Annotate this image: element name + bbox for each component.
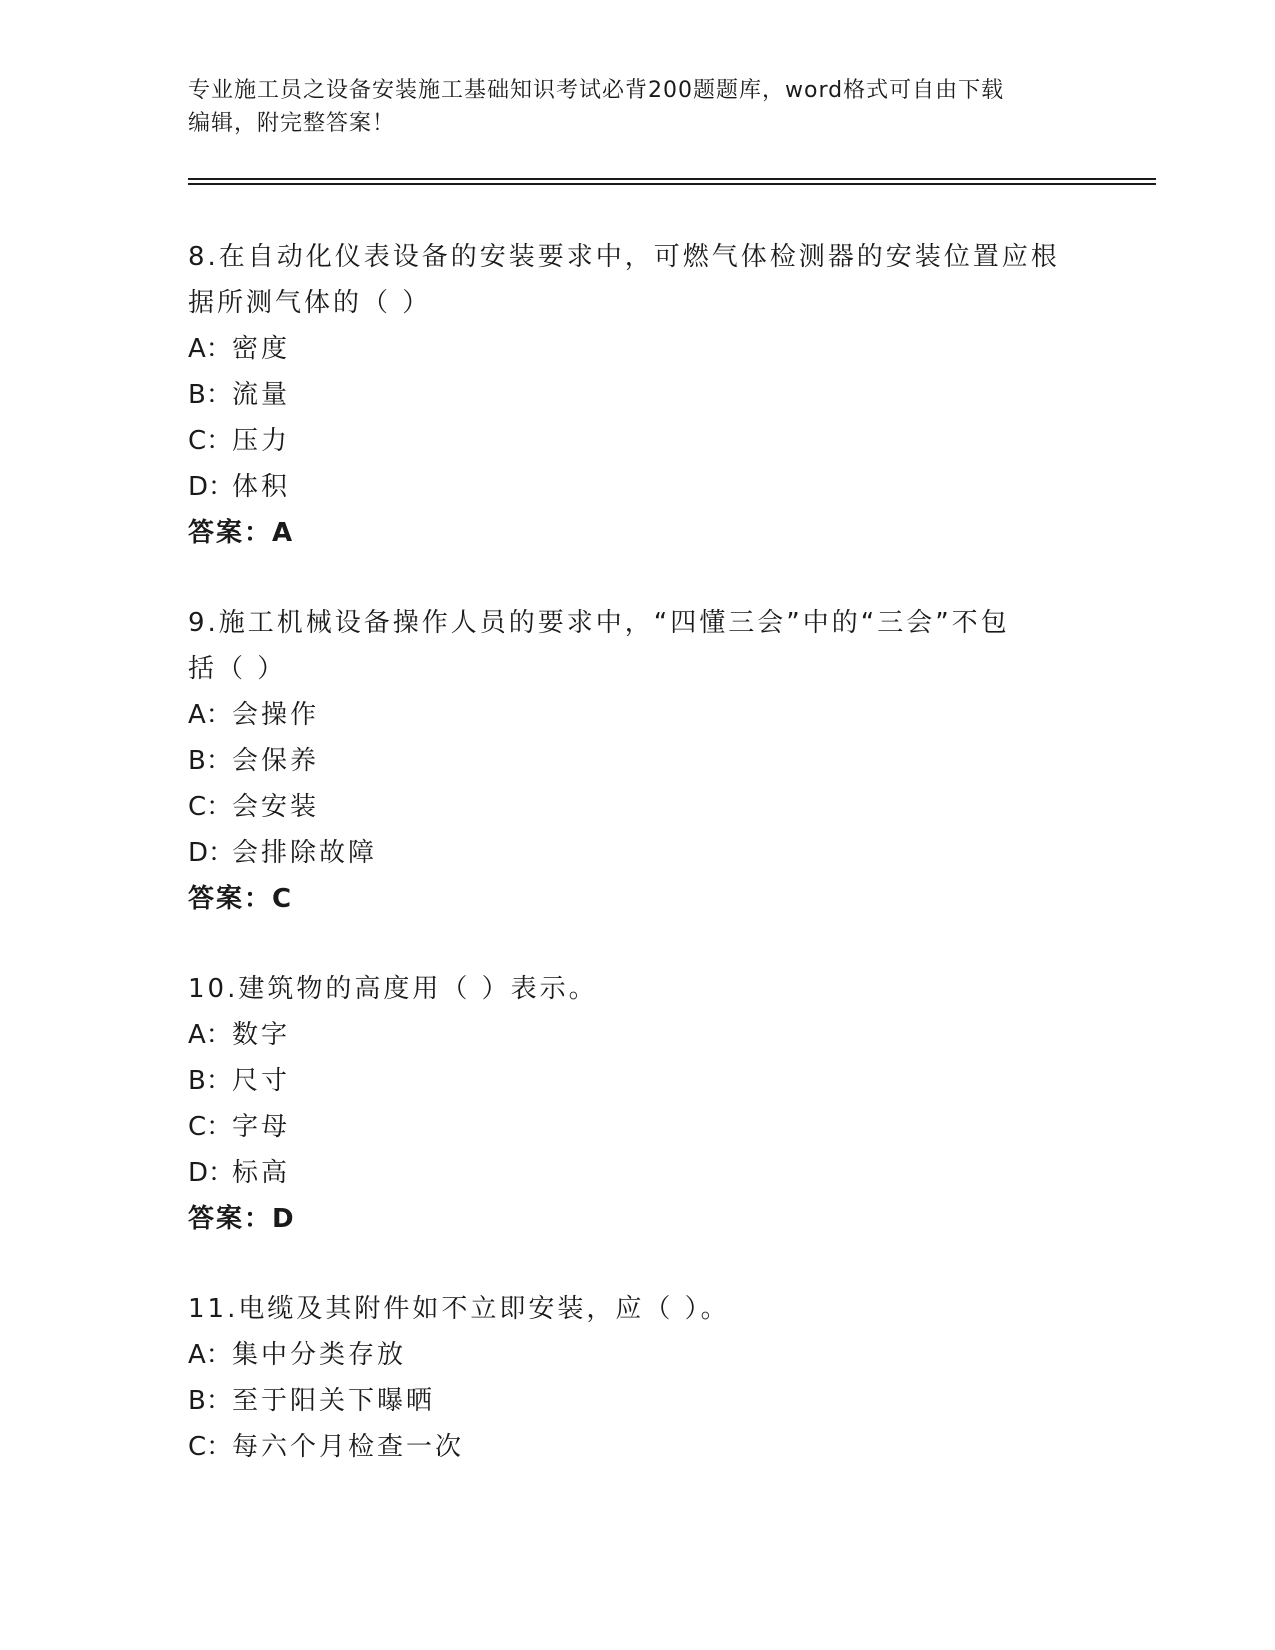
option-text: 数字 xyxy=(232,1020,291,1050)
option-letter: C： xyxy=(188,1112,233,1142)
option-letter: A： xyxy=(188,334,232,364)
option-c xyxy=(188,1424,1088,1470)
option-letter: A： xyxy=(188,1340,232,1370)
option-c xyxy=(188,1104,1088,1150)
option-c xyxy=(188,418,1088,464)
option-text: 每六个月检查一次 xyxy=(232,1432,465,1462)
option-d xyxy=(188,464,1088,510)
answer-line: 答案：C xyxy=(188,884,294,914)
option-d xyxy=(188,830,1088,876)
option-text: 至于阳关下曝晒 xyxy=(232,1386,436,1416)
option-text: 字母 xyxy=(232,1112,291,1142)
option-letter: C： xyxy=(188,792,233,822)
option-a xyxy=(188,326,1088,372)
question-text-line: 括（ ） xyxy=(188,654,287,684)
question-list xyxy=(188,234,1088,1514)
option-text: 体积 xyxy=(232,472,291,502)
question-item xyxy=(188,966,1088,1242)
option-text: 标高 xyxy=(232,1158,291,1188)
question-item xyxy=(188,600,1088,922)
question-text-line: 10.建筑物的高度用（ ）表示。 xyxy=(188,974,598,1004)
option-letter: B： xyxy=(188,1386,232,1416)
option-text: 尺寸 xyxy=(232,1066,291,1096)
option-letter: B： xyxy=(188,380,232,410)
option-text: 会安装 xyxy=(232,792,320,822)
option-text: 压力 xyxy=(232,426,291,456)
option-letter: A： xyxy=(188,1020,232,1050)
option-b xyxy=(188,372,1088,418)
option-letter: C： xyxy=(188,1432,233,1462)
header-line-1: 专业施工员之设备安装施工基础知识考试必背200题题库，word格式可自由下载 xyxy=(188,78,1005,103)
option-b xyxy=(188,738,1088,784)
header-line-2: 编辑，附完整答案！ xyxy=(188,111,396,136)
option-b xyxy=(188,1378,1088,1424)
option-d xyxy=(188,1150,1088,1196)
question-text-line: 据所测气体的（ ） xyxy=(188,288,432,318)
option-letter: D： xyxy=(188,838,235,868)
option-letter: A： xyxy=(188,700,232,730)
option-a xyxy=(188,1012,1088,1058)
option-a xyxy=(188,692,1088,738)
option-text: 会排除故障 xyxy=(232,838,378,868)
header-divider-bottom xyxy=(188,183,1156,185)
question-text-line: 9.施工机械设备操作人员的要求中，“四懂三会”中的“三会”不包 xyxy=(188,608,1010,638)
option-letter: B： xyxy=(188,1066,232,1096)
option-text: 流量 xyxy=(232,380,291,410)
option-letter: C： xyxy=(188,426,233,456)
option-letter: D： xyxy=(188,472,235,502)
option-text: 集中分类存放 xyxy=(232,1340,407,1370)
document-header xyxy=(188,74,1088,140)
question-item xyxy=(188,234,1088,556)
option-b xyxy=(188,1058,1088,1104)
option-letter: D： xyxy=(188,1158,235,1188)
option-c xyxy=(188,784,1088,830)
option-letter: B： xyxy=(188,746,232,776)
question-text-line: 8.在自动化仪表设备的安装要求中，可燃气体检测器的安装位置应根 xyxy=(188,242,1060,272)
answer-line: 答案：A xyxy=(188,518,295,548)
question-text-line: 11.电缆及其附件如不立即安装，应（ ）。 xyxy=(188,1294,730,1324)
question-item xyxy=(188,1286,1088,1470)
option-text: 会保养 xyxy=(232,746,320,776)
answer-line: 答案：D xyxy=(188,1204,296,1234)
header-divider-top xyxy=(188,178,1156,180)
option-a xyxy=(188,1332,1088,1378)
option-text: 会操作 xyxy=(232,700,320,730)
option-text: 密度 xyxy=(232,334,291,364)
